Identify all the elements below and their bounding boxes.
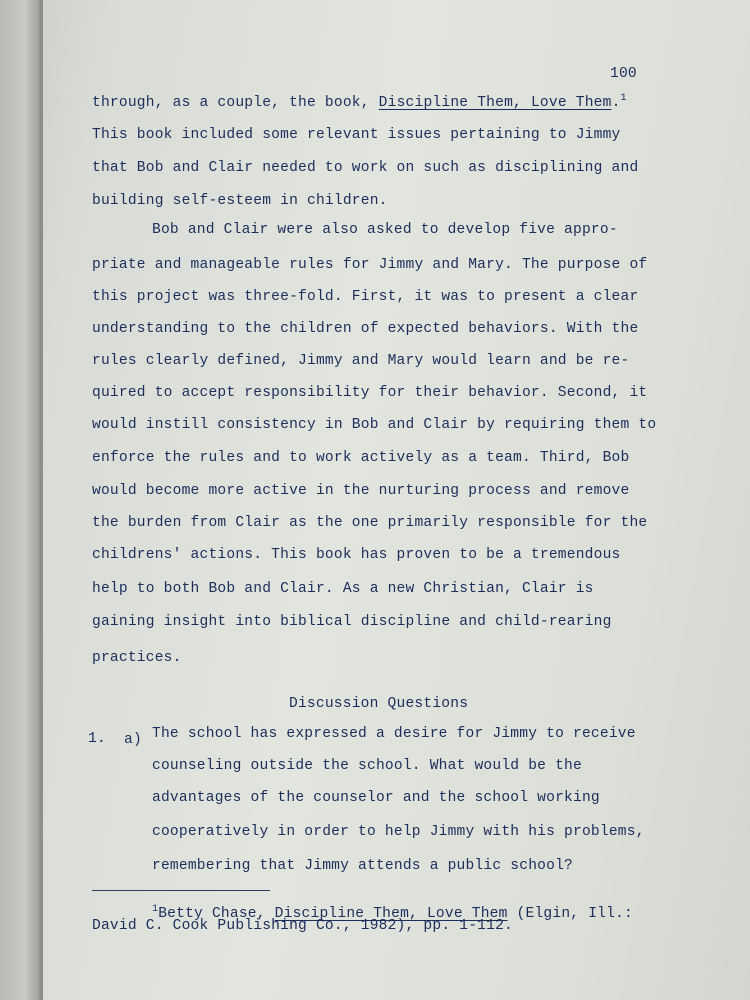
question-line: advantages of the counselor and the school working [152, 790, 600, 806]
para1-line4: building self-esteem in children. [92, 193, 388, 209]
footnote-author: Betty Chase, [158, 905, 266, 922]
footnote-rule [92, 890, 270, 891]
para2-line: would instill consistency in Bob and Clair by requiring them to [92, 417, 657, 433]
footnote-line2: David C. Cook Publishing Co., 1982), pp. 1-112. [92, 918, 514, 934]
question-number: 1. [88, 731, 106, 747]
question-letter: a) [124, 732, 142, 748]
footnote-ref: 1 [620, 93, 627, 104]
para2-line: rules clearly defined, Jimmy and Mary would learn and be re- [92, 353, 630, 369]
para2-line: help to both Bob and Clair. As a new Christian, Clair is [92, 581, 594, 597]
para2-line: this project was three-fold. First, it was to present a clear [92, 289, 639, 305]
binding-edge [40, 0, 43, 1000]
question-line: remembering that Jimmy attends a public school? [152, 858, 574, 874]
footnote-title: Discipline Them, Love Them [274, 905, 508, 922]
para1-line1-pre: through, as a couple, the book, [92, 94, 370, 111]
para1-line2: This book included some relevant issues pertaining to Jimmy [92, 127, 621, 143]
para2-line: childrens' actions. This book has proven to be a tremendous [92, 547, 621, 563]
para1-line3: that Bob and Clair needed to work on such as disciplining and [92, 160, 639, 176]
question-line: counseling outside the school. What would be the [152, 758, 582, 774]
para2-line: priate and manageable rules for Jimmy and Mary. The purpose of [92, 257, 648, 273]
page-number: 100 [610, 66, 637, 82]
question-line: cooperatively in order to help Jimmy with his problems, [152, 824, 645, 840]
footnote-pub: (Elgin, Ill.: [516, 905, 633, 922]
para2-line: understanding to the children of expected behaviors. With the [92, 321, 639, 337]
para1-line1 [92, 93, 627, 111]
para2-line: the burden from Clair as the one primarily responsible for the [92, 515, 648, 531]
para2-line: would become more active in the nurturing process and remove [92, 483, 630, 499]
question-line: The school has expressed a desire for Jimmy to receive [152, 726, 636, 742]
section-heading: Discussion Questions [289, 696, 469, 712]
book-title: Discipline Them, Love Them [378, 94, 612, 111]
para2-line: practices. [92, 650, 182, 666]
para2-line: gaining insight into biblical discipline and child-rearing [92, 614, 612, 630]
para1-line1-post: . [611, 94, 621, 111]
book-binding [0, 0, 42, 1000]
footnote-marker: 1 [152, 904, 159, 915]
para2-line: Bob and Clair were also asked to develop five appro- [152, 222, 618, 238]
para2-line: enforce the rules and to work actively as a team. Third, Bob [92, 450, 630, 466]
para2-line: quired to accept responsibility for their behavior. Second, it [92, 385, 648, 401]
